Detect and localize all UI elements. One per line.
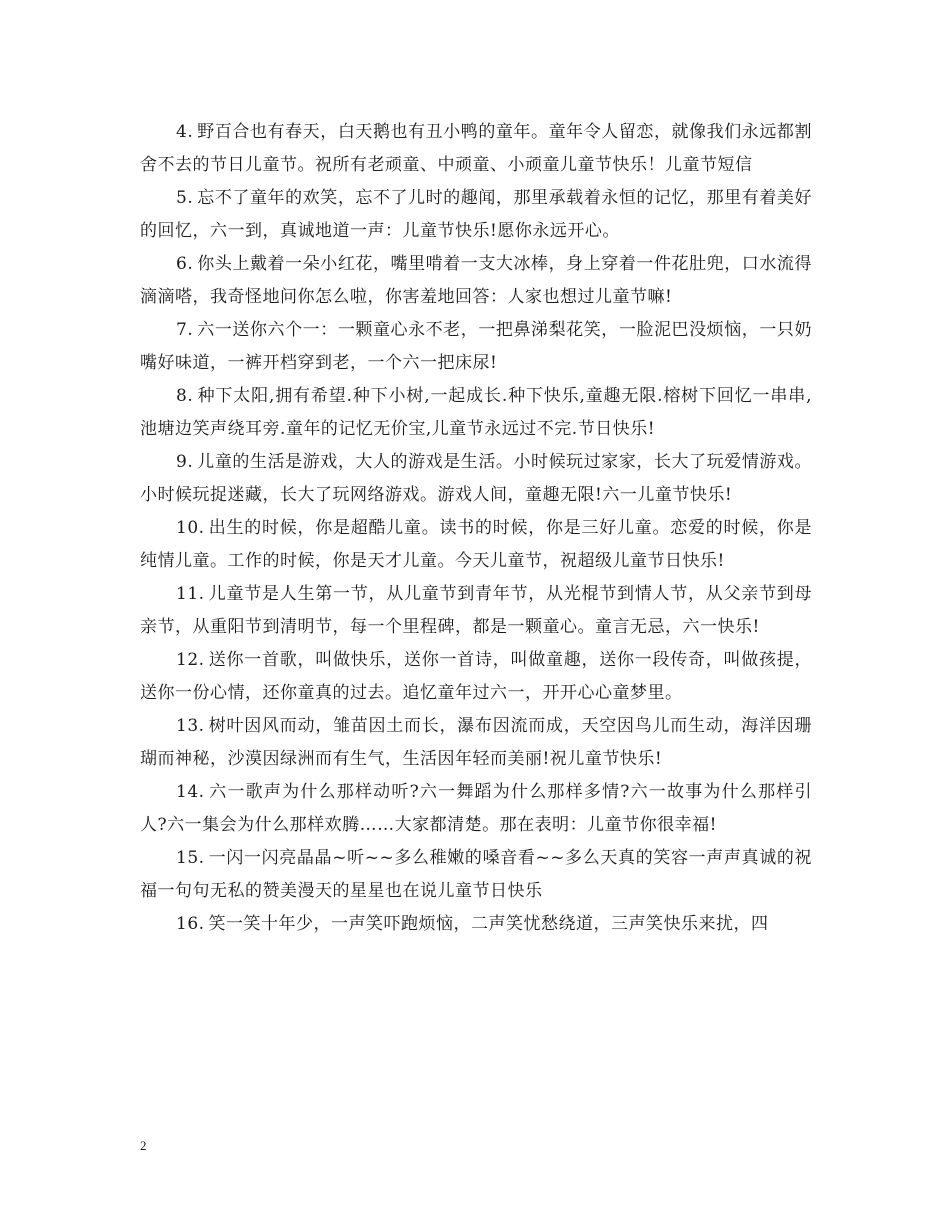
- item-number: 12.: [176, 650, 205, 670]
- item-number: 11.: [176, 584, 205, 604]
- paragraph-4: [140, 116, 812, 182]
- item-number: 9.: [176, 452, 194, 472]
- paragraph-text: 你头上戴着一朵小红花，嘴里啃着一支大冰棒，身上穿着一件花肚兜，口水流得滴滴嗒，我奇怪地问你怎么啦，你害羞地回答：人家也想过儿童节嘛!: [140, 254, 812, 307]
- paragraph-14: [140, 776, 812, 842]
- page-number: 2: [140, 1138, 147, 1153]
- document-body: [140, 116, 812, 941]
- paragraph-text: 忘不了童年的欢笑，忘不了儿时的趣闻，那里承载着永恒的记忆，那里有着美好的回忆，六一到，真诚地道一声：儿童节快乐!愿你永远开心。: [140, 188, 812, 241]
- paragraph-text: 六一送你六个一：一颗童心永不老，一把鼻涕梨花笑，一脸泥巴没烦恼，一只奶嘴好味道，一裤开档穿到老，一个六一把床尿!: [140, 320, 812, 373]
- paragraph-text: 六一歌声为什么那样动听?六一舞蹈为什么那样多情?六一故事为什么那样引人?六一集会为什么那样欢腾……大家都清楚。那在表明：儿童节你很幸福!: [140, 782, 812, 835]
- paragraph-text: 出生的时候，你是超酷儿童。读书的时候，你是三好儿童。恋爱的时候，你是纯情儿童。工作的时候，你是天才儿童。今天儿童节，祝超级儿童节日快乐!: [140, 518, 812, 571]
- paragraph-text: 送你一首歌，叫做快乐，送你一首诗，叫做童趣，送你一段传奇，叫做孩提，送你一份心情，还你童真的过去。追忆童年过六一，开开心心童梦里。: [140, 650, 812, 703]
- paragraph-16: [140, 908, 812, 941]
- item-number: 14.: [176, 782, 205, 802]
- paragraph-text: 一闪一闪亮晶晶~听~~多么稚嫩的嗓音看~~多么天真的笑容一声声真诚的祝福一句句无私的赞美漫天的星星也在说儿童节日快乐: [140, 848, 812, 901]
- item-number: 16.: [176, 914, 205, 934]
- paragraph-text: 野百合也有春天，白天鹅也有丑小鸭的童年。童年令人留恋，就像我们永远都割舍不去的节日儿童节。祝所有老顽童、中顽童、小顽童儿童节快乐！儿童节短信: [140, 122, 812, 175]
- item-number: 6.: [176, 254, 194, 274]
- item-number: 5.: [176, 188, 194, 208]
- paragraph-text: 树叶因风而动，雏苗因土而长，瀑布因流而成，天空因鸟儿而生动，海洋因珊瑚而神秘，沙漠因绿洲而有生气，生活因年轻而美丽!祝儿童节快乐!: [140, 716, 812, 769]
- paragraph-text: 儿童的生活是游戏，大人的游戏是生活。小时候玩过家家，长大了玩爱情游戏。小时候玩捉迷藏，长大了玩网络游戏。游戏人间，童趣无限!六一儿童节快乐!: [140, 452, 812, 505]
- item-number: 13.: [176, 716, 205, 736]
- item-number: 7.: [176, 320, 194, 340]
- paragraph-5: [140, 182, 812, 248]
- paragraph-15: [140, 842, 812, 908]
- item-number: 8.: [176, 386, 194, 406]
- paragraph-6: [140, 248, 812, 314]
- paragraph-12: [140, 644, 812, 710]
- paragraph-10: [140, 512, 812, 578]
- paragraph-13: [140, 710, 812, 776]
- paragraph-8: [140, 380, 812, 446]
- paragraph-7: [140, 314, 812, 380]
- paragraph-9: [140, 446, 812, 512]
- paragraph-text: 儿童节是人生第一节，从儿童节到青年节，从光棍节到情人节，从父亲节到母亲节，从重阳节到清明节，每一个里程碑，都是一颗童心。童言无忌，六一快乐!: [140, 584, 812, 637]
- paragraph-text: 笑一笑十年少，一声笑吓跑烦恼，二声笑忧愁绕道，三声笑快乐来扰，四: [208, 914, 769, 934]
- item-number: 10.: [176, 518, 205, 538]
- paragraph-11: [140, 578, 812, 644]
- paragraph-text: 种下太阳,拥有希望.种下小树,一起成长.种下快乐,童趣无限.榕树下回忆一串串,池塘边笑声绕耳旁.童年的记忆无价宝,儿童节永远过不完.节日快乐!: [140, 386, 812, 439]
- item-number: 4.: [176, 122, 194, 142]
- item-number: 15.: [176, 848, 205, 868]
